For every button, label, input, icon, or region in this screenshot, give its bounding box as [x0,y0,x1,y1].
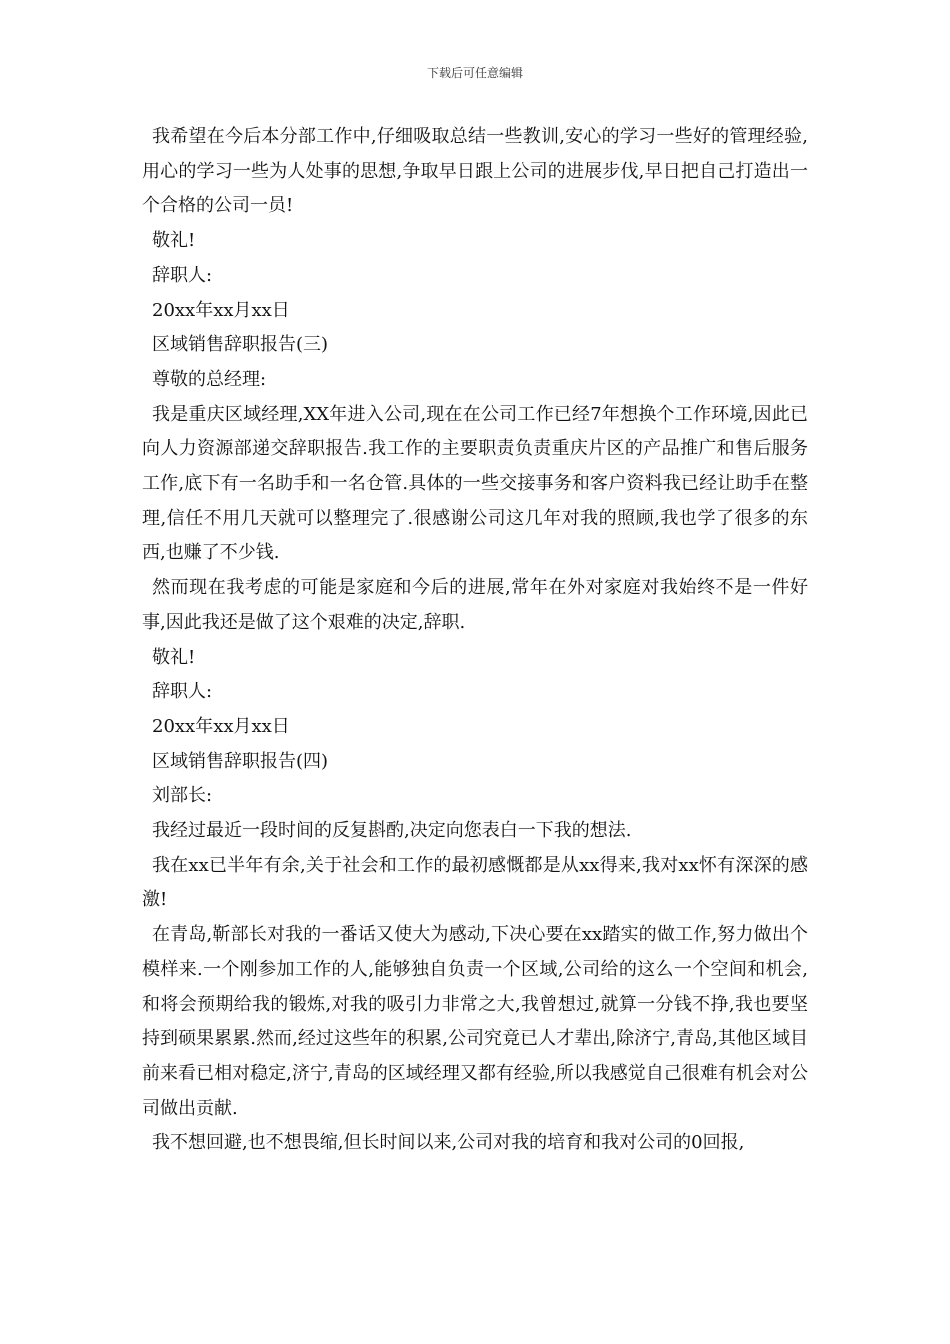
paragraph: 辞职人: [152,264,213,286]
paragraph: 辞职人: [152,681,213,703]
section-title: 区域销售辞职报告(四) [152,750,329,772]
paragraph: 我希望在今后本分部工作中,仔细吸取总结一些教训,安心的学习一些好的管理经验,用心的学习一些为人处事的思想,争取早日跟上公司的进展步伐,早日把自己打造出一个合格的公司一员! [142,126,808,217]
paragraph: 在青岛,靳部长对我的一番话又使大为感动,下决心要在xx踏实的做工作,努力做出个模样来.一个刚参加工作的人,能够独自负责一个区域,公司给的这么一个空间和机会,和将会预期给我的锻炼,对我的吸引力非常之大,我曾想过,就算一分钱不挣,我也要坚持到硕果累累.然而,经过这些年的积累,公司究竟已人才辈出,除济宁,青岛,其他区域目前来看已相对稳定,济宁,青岛的区域经理又都有经验,所以我感觉自己很难有机会对公司做出贡献. [142,924,808,1119]
page-header: 下载后可任意编辑 [426,66,523,80]
paragraph: 然而现在我考虑的可能是家庭和今后的进展,常年在外对家庭对我始终不是一件好事,因此我还是做了这个艰难的决定,辞职. [142,577,808,633]
paragraph: 我不想回避,也不想畏缩,但长时间以来,公司对我的培育和我对公司的0回报, [152,1132,745,1154]
section-title: 区域销售辞职报告(三) [152,334,329,356]
paragraph: 20xx年xx月xx日 [152,715,290,737]
paragraph: 20xx年xx月xx日 [152,299,290,321]
salutation: 刘部长: [152,785,213,807]
salutation: 尊敬的总经理: [152,368,267,390]
paragraph: 我在xx已半年有余,关于社会和工作的最初感慨都是从xx得来,我对xx怀有深深的感激! [142,854,808,911]
paragraph: 我经过最近一段时间的反复斟酌,决定向您表白一下我的想法. [152,820,632,842]
paragraph: 敬礼! [152,646,196,668]
paragraph: 我是重庆区域经理,XX年进入公司,现在在公司工作已经7年想换个工作环境,因此已向人力资源部递交辞职报告.我工作的主要职责负责重庆片区的产品推广和售后服务工作,底下有一名助手和一名仓管.具体的一些交接事务和客户资料我已经让助手在整理,信任不用几天就可以整理完了.很感谢公司这几年对我的照顾,我也学了很多的东西,也赚了不少钱. [142,403,808,564]
paragraph: 敬礼! [152,230,196,252]
document-body [142,120,808,1161]
